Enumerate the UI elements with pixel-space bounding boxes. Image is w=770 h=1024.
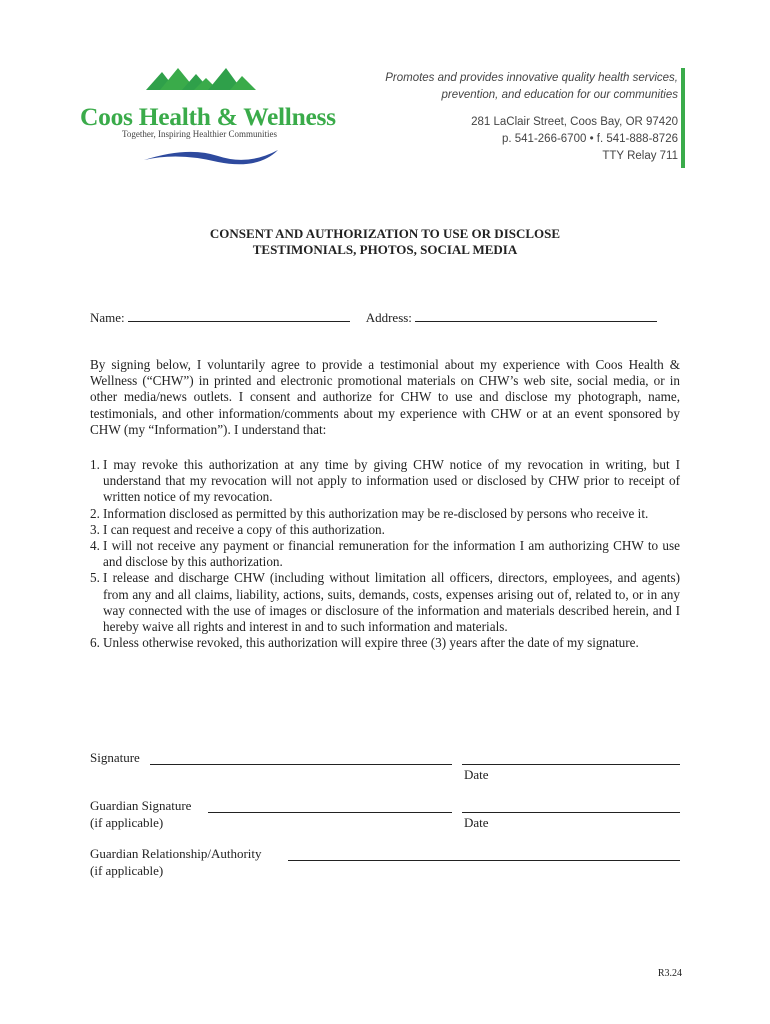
address-label: Address: <box>365 310 412 325</box>
list-item <box>90 635 680 651</box>
logo-tagline: Together, Inspiring Healthier Communities <box>122 129 277 139</box>
guardian-relationship-label: Guardian Relationship/Authority <box>90 846 262 861</box>
list-item <box>90 506 680 522</box>
guardian-signature-label: Guardian Signature <box>90 798 192 813</box>
item-number: 5. <box>90 570 100 586</box>
relationship-if-applicable: (if applicable) <box>90 863 164 878</box>
signature-field[interactable] <box>150 752 452 765</box>
item-number: 3. <box>90 521 100 537</box>
list-item <box>90 522 680 538</box>
header-tty: TTY Relay 711 <box>602 150 678 162</box>
document-title <box>0 226 770 258</box>
revision-number: R3.24 <box>657 968 682 979</box>
address-field[interactable] <box>415 309 657 322</box>
item-text: I will not receive any payment or financial remuneration for the information I am authorizing CHW to use and disclose by this authorization. <box>103 538 680 570</box>
coos-health-logo <box>78 68 358 168</box>
signature-label: Signature <box>90 750 140 765</box>
header-tagline-1: Promotes and provides innovative quality health services, <box>385 72 678 84</box>
header-contact <box>385 70 678 165</box>
list-item <box>90 538 680 570</box>
title-line-1: CONSENT AND AUTHORIZATION TO USE OR DISCLOSE <box>209 226 561 241</box>
item-text: I may revoke this authorization at any time by giving CHW notice of my revocation in writing, but I understand that my revocation will not apply to information used or disclosed by CHW prior to receipt of written notice of my revocation. <box>103 457 680 505</box>
list-item <box>90 570 680 635</box>
item-number: 2. <box>90 505 100 521</box>
signature-date-field[interactable] <box>462 752 680 765</box>
header-phone: p. 541-266-6700 • f. 541-888-8726 <box>501 133 678 145</box>
list-item <box>90 457 680 506</box>
name-field[interactable] <box>128 309 350 322</box>
logo-name: Coos Health & Wellness <box>80 102 336 131</box>
signature-date-label: Date <box>464 767 489 782</box>
item-text: Information disclosed as permitted by this authorization may be re-disclosed by persons who receive it. <box>103 505 649 521</box>
guardian-signature-field[interactable] <box>208 800 452 813</box>
header-address: 281 LaClair Street, Coos Bay, OR 97420 <box>471 116 678 128</box>
header-divider <box>681 68 685 168</box>
item-number: 1. <box>90 457 100 472</box>
item-number: 4. <box>90 538 100 554</box>
terms-list <box>90 457 680 651</box>
item-text: I release and discharge CHW (including without limitation all officers, directors, employees, and agents) from any and all claims, liability, actions, suits, demands, costs, expenses arising out of, related to, or in any way connected with the use of images or disclosure of the information and materials described herein, and I hereby waive all rights and interest in and to such information and materials. <box>103 570 680 635</box>
guardian-if-applicable: (if applicable) <box>90 815 164 830</box>
guardian-date-field[interactable] <box>462 800 680 813</box>
item-number: 6. <box>90 635 100 651</box>
name-address-fields <box>90 309 657 326</box>
intro-paragraph: By signing below, I voluntarily agree to provide a testimonial about my experience with Coos Health & Wellness (“CHW”) in printed and electronic promotional materials on CHW’s web site, social media, or in other media/news outlets. I consent and authorize for CHW to use and disclose my photograph, name, testimonials, and other information/comments about my experience with CHW or at an event sponsored by CHW (my “Information”). I understand that: <box>90 357 680 437</box>
item-text: I can request and receive a copy of this authorization. <box>103 521 385 537</box>
header-tagline-2: prevention, and education for our communities <box>441 89 678 101</box>
guardian-relationship-field[interactable] <box>288 848 680 861</box>
item-text: Unless otherwise revoked, this authorization will expire three (3) years after the date of my signature. <box>103 635 639 651</box>
guardian-date-label: Date <box>464 815 489 830</box>
title-line-2: TESTIMONIALS, PHOTOS, SOCIAL MEDIA <box>252 242 518 257</box>
name-label: Name: <box>90 310 125 325</box>
